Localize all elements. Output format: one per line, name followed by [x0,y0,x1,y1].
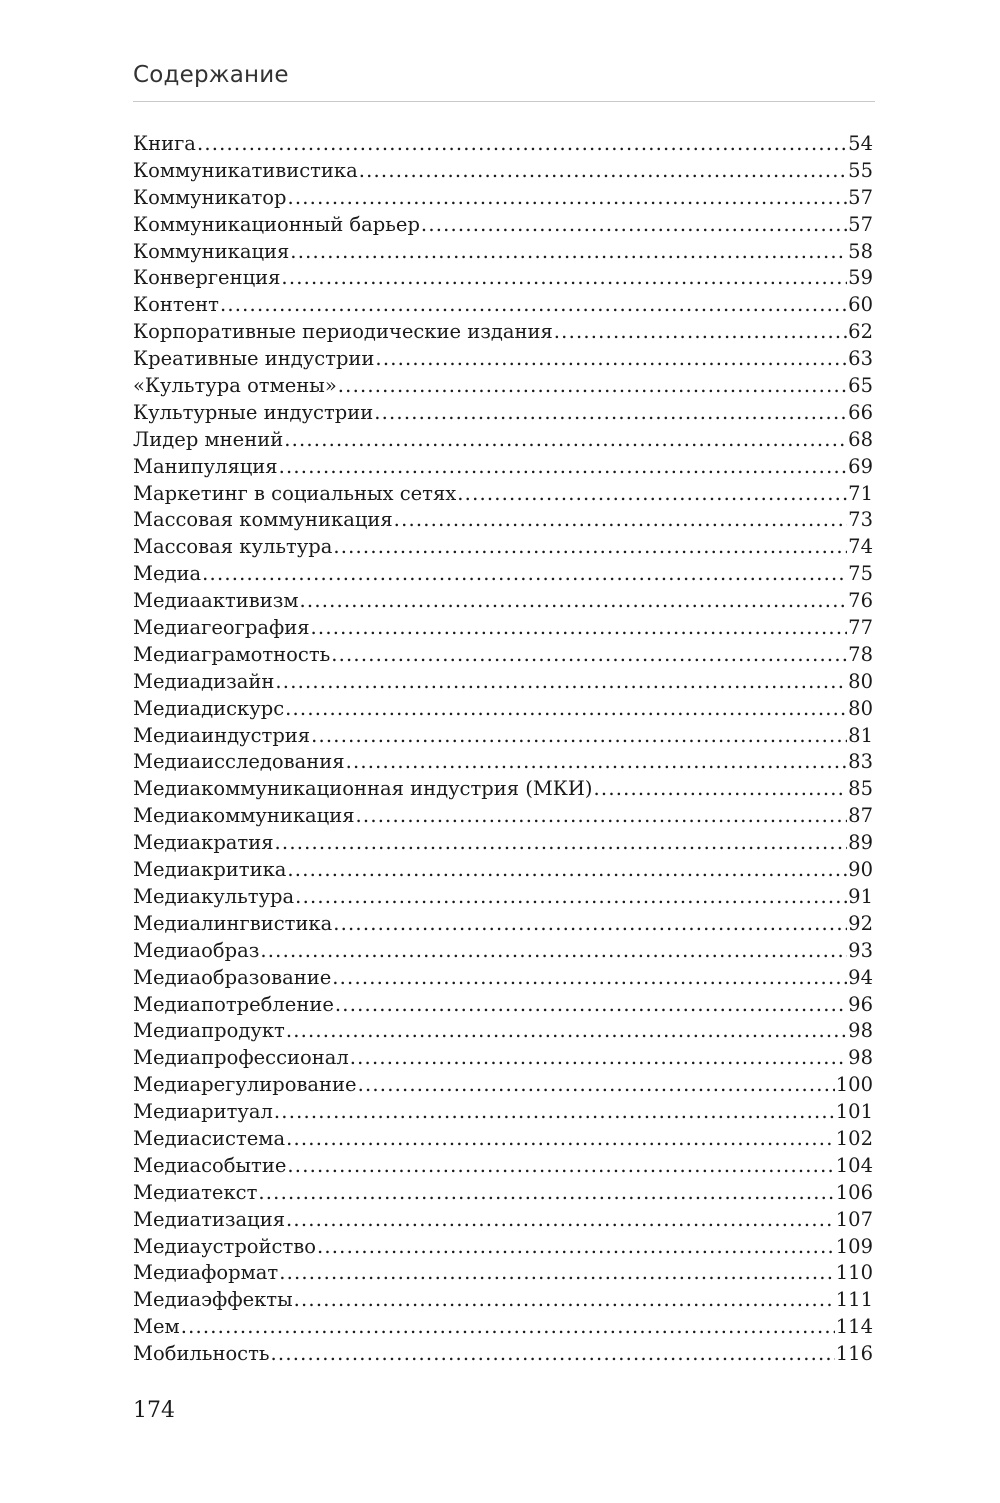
toc-entry-title: Медиатекст [133,1180,258,1204]
toc-entry-page: 73 [848,508,873,532]
toc-entry-title: Медиаобразование [133,965,332,989]
toc-entry-title: Медиаобраз [133,938,260,962]
toc-entry[interactable] [133,373,873,400]
toc-entry[interactable] [133,803,873,830]
toc-entry[interactable] [133,669,873,696]
dot-leader [279,454,848,481]
dot-leader [202,561,847,588]
toc-entry[interactable] [133,588,873,615]
toc-entry-page: 78 [848,642,873,666]
dot-leader [287,1153,834,1180]
toc-entry-page: 57 [848,185,873,209]
toc-entry-title: Медиадизайн [133,669,275,693]
dot-leader [594,776,848,803]
toc-entry-title: Креативные индустрии [133,347,375,371]
toc-entry-page: 116 [835,1342,873,1366]
toc-entry[interactable] [133,776,873,803]
toc-entry[interactable] [133,884,873,911]
dot-leader [338,373,847,400]
toc-entry-title: Манипуляция [133,454,278,478]
header-divider [133,101,875,102]
toc-entry-page: 92 [848,911,873,935]
toc-entry-title: Массовая коммуникация [133,508,393,532]
toc-entry-page: 109 [835,1234,873,1258]
toc-entry[interactable] [133,534,873,561]
dot-leader [332,965,847,992]
toc-entry-title: Медиалингвистика [133,911,333,935]
dot-leader [287,185,847,212]
toc-entry-page: 76 [848,589,873,613]
toc-entry-title: Медиаустройство [133,1234,316,1258]
toc-entry-title: Медиасобытие [133,1153,287,1177]
toc-entry[interactable] [133,212,873,239]
toc-entry-page: 68 [848,427,873,451]
toc-entry[interactable] [133,481,873,508]
toc-entry-page: 106 [835,1180,873,1204]
toc-entry[interactable] [133,1260,873,1287]
toc-entry-page: 100 [835,1073,873,1097]
toc-entry-title: Медиаграмотность [133,642,331,666]
toc-entry-title: Книга [133,132,196,155]
toc-entry[interactable] [133,615,873,642]
toc-entry-page: 55 [848,158,873,182]
toc-entry[interactable] [133,1287,873,1314]
toc-entry-page: 69 [848,454,873,478]
toc-entry-page: 74 [848,535,873,559]
toc-entry[interactable] [133,400,873,427]
dot-leader [333,534,847,561]
toc-entry-title: Медиаиндустрия [133,723,311,747]
toc-entry-page: 83 [848,750,873,774]
dot-leader [294,1287,835,1314]
toc-entry-title: Медиаэффекты [133,1288,293,1312]
toc-entry-title: Коммуникатор [133,185,287,209]
dot-leader [350,1045,847,1072]
dot-leader [286,1018,847,1045]
toc-entry-page: 101 [835,1100,873,1124]
dot-leader [311,615,848,642]
toc-entry-title: Медиапотребление [133,992,334,1016]
toc-entry-title: Маркетинг в социальных сетях [133,481,457,505]
toc-entry-page: 104 [835,1153,873,1177]
toc-entry[interactable] [133,642,873,669]
toc-entry-title: Корпоративные периодические издания [133,320,553,344]
toc-entry[interactable] [133,992,873,1019]
dot-leader [335,992,847,1019]
dot-leader [311,723,847,750]
dot-leader [300,588,848,615]
toc-entry-title: Медиакоммуникация [133,804,355,828]
toc-entry[interactable] [133,938,873,965]
toc-entry-title: Контент [133,293,219,317]
toc-entry[interactable] [133,830,873,857]
toc-entry[interactable] [133,346,873,373]
toc-entry-page: 87 [848,804,873,828]
toc-entry-title: Мобильность [133,1342,270,1366]
toc-entry-title: Медиа [133,562,202,586]
toc-entry-page: 85 [848,777,873,801]
dot-leader [258,1180,834,1207]
toc-entry-title: Медиаисследования [133,750,345,774]
toc-entry-title: Медиатизация [133,1207,286,1231]
toc-entry-page: 63 [848,347,873,371]
toc-entry-page: 98 [848,1019,873,1043]
toc-entry-page: 107 [835,1207,873,1231]
toc-entry[interactable] [133,427,873,454]
toc-entry-page: 111 [835,1288,873,1312]
toc-entry[interactable] [133,1314,873,1341]
toc-entry-title: Медиакультура [133,884,295,908]
dot-leader [346,749,848,776]
toc-entry-page: 80 [848,669,873,693]
toc-entry-title: Массовая культура [133,535,333,559]
dot-leader [394,507,848,534]
dot-leader [317,1234,835,1261]
dot-leader [220,292,847,319]
toc-entry[interactable] [133,158,873,185]
toc-entry-page: 90 [848,858,873,882]
toc-entry-page: 66 [848,400,873,424]
toc-entry-page: 110 [835,1261,873,1285]
dot-leader [274,1099,835,1126]
toc-entry-title: Культурные индустрии [133,400,374,424]
toc-entry-title: Коммуникация [133,239,290,263]
dot-leader [359,158,847,185]
toc-entry-page: 77 [848,616,873,640]
dot-leader [260,938,847,965]
toc-entry-title: Медиаформат [133,1261,279,1285]
toc-entry[interactable] [133,749,873,776]
toc-entry-title: Медиакратия [133,831,274,855]
toc-entry-page: 71 [848,481,873,505]
toc-entry[interactable] [133,1018,873,1045]
toc-entry-title: Медиадискурс [133,696,285,720]
toc-entry[interactable] [133,1153,873,1180]
toc-entry-title: Конвергенция [133,266,281,290]
toc-entry-title: Медиаритуал [133,1100,273,1124]
toc-entry-page: 98 [848,1046,873,1070]
toc-entry-page: 60 [848,293,873,317]
toc-entry[interactable] [133,696,873,723]
toc-entry-title: Медиарегулирование [133,1073,357,1097]
toc-entry-page: 75 [848,562,873,586]
toc-entry-page: 62 [848,320,873,344]
dot-leader [295,884,847,911]
toc-entry[interactable] [133,292,873,319]
toc-entry-page: 59 [848,266,873,290]
toc-entry-title: Медиапродукт [133,1019,285,1043]
toc-entry[interactable] [133,185,873,212]
toc-entry-title: Мем [133,1315,180,1339]
toc-entry-title: Медиакритика [133,858,287,882]
toc-entry[interactable] [133,454,873,481]
toc-entry[interactable] [133,857,873,884]
toc-entry-page: 58 [848,239,873,263]
dot-leader [281,265,847,292]
toc-entry[interactable] [133,561,873,588]
toc-entry-page: 94 [848,965,873,989]
toc-entry[interactable] [133,1072,873,1099]
dot-leader [181,1314,835,1341]
toc-entry[interactable] [133,1126,873,1153]
dot-leader [287,857,847,884]
dot-leader [286,1207,835,1234]
toc-entry-page: 93 [848,938,873,962]
toc-entry[interactable] [133,911,873,938]
toc-entry[interactable] [133,507,873,534]
toc-entry-page: 54 [848,132,873,155]
toc-entry[interactable] [133,1207,873,1234]
dot-leader [271,1341,835,1368]
toc-entry-page: 89 [848,831,873,855]
toc-entry[interactable] [133,265,873,292]
toc-entry-title: «Культура отмены» [133,374,337,398]
running-head-title: Содержание [133,62,289,88]
dot-leader [290,239,847,266]
dot-leader [358,1072,835,1099]
toc-entry-page: 57 [848,212,873,236]
toc-entry[interactable] [133,1045,873,1072]
toc-entry-title: Медиакоммуникационная индустрия (МКИ) [133,777,593,801]
dot-leader [285,696,847,723]
dot-leader [331,642,847,669]
toc-entry-page: 81 [848,723,873,747]
toc-entry-title: Коммуникационный барьер [133,212,420,236]
toc-entry-page: 102 [835,1126,873,1150]
toc-entry-title: Лидер мнений [133,427,284,451]
dot-leader [284,427,847,454]
dot-leader [421,212,847,239]
toc-entry-title: Медиаактивизм [133,589,299,613]
toc-entry[interactable] [133,1099,873,1126]
toc-entry-title: Медиагеография [133,616,310,640]
toc-entry-page: 91 [848,884,873,908]
toc-entry[interactable] [133,131,873,158]
dot-leader [333,911,847,938]
dot-leader [275,669,847,696]
dot-leader [197,131,847,158]
page-number: 174 [133,1398,175,1423]
dot-leader [286,1126,835,1153]
dot-leader [374,400,847,427]
dot-leader [554,319,847,346]
dot-leader [275,830,848,857]
toc-entry[interactable] [133,239,873,266]
table-of-contents [133,131,873,1368]
toc-entry[interactable] [133,319,873,346]
toc-entry-page: 65 [848,374,873,398]
toc-entry[interactable] [133,723,873,750]
dot-leader [375,346,847,373]
dot-leader [457,481,847,508]
toc-entry[interactable] [133,1180,873,1207]
toc-entry-title: Медиапрофессионал [133,1046,349,1070]
dot-leader [356,803,848,830]
toc-entry-title: Медиасистема [133,1126,286,1150]
toc-entry[interactable] [133,965,873,992]
dot-leader [279,1260,835,1287]
toc-entry-page: 96 [848,992,873,1016]
toc-entry[interactable] [133,1341,873,1368]
toc-entry[interactable] [133,1234,873,1261]
toc-entry-page: 80 [848,696,873,720]
toc-entry-title: Коммуникативистика [133,158,358,182]
toc-entry-page: 114 [835,1315,873,1339]
